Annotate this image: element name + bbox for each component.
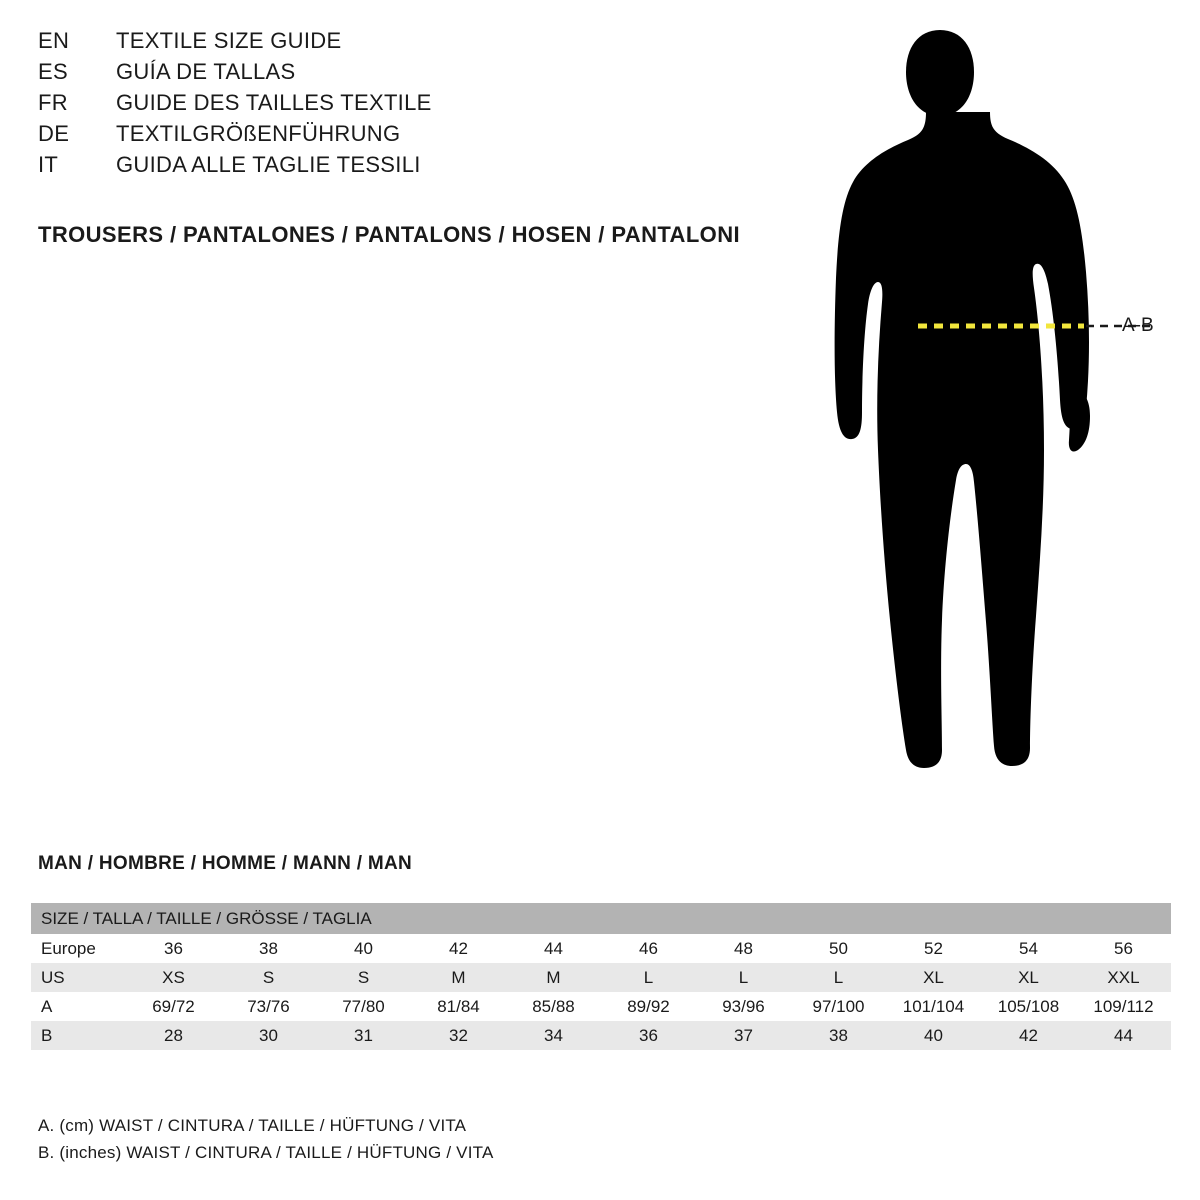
table-cell: 109/112 bbox=[1076, 992, 1171, 1021]
table-cell: 31 bbox=[316, 1021, 411, 1050]
table-cell: XS bbox=[126, 963, 221, 992]
language-row-es bbox=[38, 59, 798, 90]
table-cell: 56 bbox=[1076, 934, 1171, 963]
row-label-a: A bbox=[31, 992, 126, 1021]
table-cell: 37 bbox=[696, 1021, 791, 1050]
language-row-en bbox=[38, 28, 798, 59]
footnote-b: B. (inches) WAIST / CINTURA / TAILLE / HÜFTUNG / VITA bbox=[38, 1143, 494, 1162]
table-cell: XL bbox=[886, 963, 981, 992]
footnotes bbox=[38, 1112, 494, 1166]
row-label-b: B bbox=[31, 1021, 126, 1050]
language-code-en: EN bbox=[38, 28, 70, 53]
table-cell: L bbox=[696, 963, 791, 992]
language-row-it bbox=[38, 152, 798, 183]
table-header-cell: SIZE / TALLA / TAILLE / GRÖSSE / TAGLIA bbox=[31, 903, 1171, 934]
table-cell: 48 bbox=[696, 934, 791, 963]
table-cell: 54 bbox=[981, 934, 1076, 963]
section-label-man: MAN / HOMBRE / HOMME / MANN / MAN bbox=[38, 853, 413, 874]
waist-measure-label: A-B bbox=[1122, 315, 1154, 336]
table-cell: 46 bbox=[601, 934, 696, 963]
table-cell: 30 bbox=[221, 1021, 316, 1050]
table-cell: 81/84 bbox=[411, 992, 506, 1021]
table-cell: 77/80 bbox=[316, 992, 411, 1021]
table-cell: 69/72 bbox=[126, 992, 221, 1021]
table-row bbox=[31, 992, 1171, 1021]
table-cell: 38 bbox=[221, 934, 316, 963]
table-cell: 32 bbox=[411, 1021, 506, 1050]
language-text-it: GUIDA ALLE TAGLIE TESSILI bbox=[116, 152, 421, 177]
language-code-fr: FR bbox=[38, 90, 68, 115]
table-cell: 85/88 bbox=[506, 992, 601, 1021]
table-cell: 28 bbox=[126, 1021, 221, 1050]
table-cell: 105/108 bbox=[981, 992, 1076, 1021]
table-cell: 36 bbox=[126, 934, 221, 963]
language-text-en: TEXTILE SIZE GUIDE bbox=[116, 28, 342, 53]
language-code-it: IT bbox=[38, 152, 59, 177]
table-cell: 40 bbox=[886, 1021, 981, 1050]
garment-type-title: TROUSERS / PANTALONES / PANTALONS / HOSEN / PANTALONI bbox=[38, 222, 740, 247]
table-cell: S bbox=[221, 963, 316, 992]
table-header-row bbox=[31, 903, 1171, 934]
table-cell: 44 bbox=[506, 934, 601, 963]
table-cell: M bbox=[411, 963, 506, 992]
row-label-us: US bbox=[31, 963, 126, 992]
table-cell: 38 bbox=[791, 1021, 886, 1050]
table-cell: 73/76 bbox=[221, 992, 316, 1021]
table-cell: 44 bbox=[1076, 1021, 1171, 1050]
silhouette-head bbox=[906, 30, 974, 116]
table-cell: 40 bbox=[316, 934, 411, 963]
man-silhouette-figure bbox=[790, 20, 1190, 810]
table-row bbox=[31, 934, 1171, 963]
table-cell: 50 bbox=[791, 934, 886, 963]
table-cell: 34 bbox=[506, 1021, 601, 1050]
row-label-europe: Europe bbox=[31, 934, 126, 963]
table-cell: M bbox=[506, 963, 601, 992]
table-cell: 97/100 bbox=[791, 992, 886, 1021]
table-cell: L bbox=[601, 963, 696, 992]
size-table bbox=[31, 903, 1171, 1050]
table-row bbox=[31, 963, 1171, 992]
table-cell: S bbox=[316, 963, 411, 992]
table-cell: 42 bbox=[411, 934, 506, 963]
language-code-de: DE bbox=[38, 121, 70, 146]
table-row bbox=[31, 1021, 1171, 1050]
table-cell: XXL bbox=[1076, 963, 1171, 992]
footnote-a: A. (cm) WAIST / CINTURA / TAILLE / HÜFTUNG / VITA bbox=[38, 1116, 467, 1135]
language-title-block bbox=[38, 28, 798, 183]
table-cell: 42 bbox=[981, 1021, 1076, 1050]
silhouette-body bbox=[835, 112, 1089, 768]
table-cell: 101/104 bbox=[886, 992, 981, 1021]
language-row-fr bbox=[38, 90, 798, 121]
language-row-de bbox=[38, 121, 798, 152]
table-cell: 89/92 bbox=[601, 992, 696, 1021]
table-cell: 36 bbox=[601, 1021, 696, 1050]
table-cell: L bbox=[791, 963, 886, 992]
language-text-de: TEXTILGRÖßENFÜHRUNG bbox=[116, 121, 401, 146]
language-text-fr: GUIDE DES TAILLES TEXTILE bbox=[116, 90, 432, 115]
language-code-es: ES bbox=[38, 59, 68, 84]
language-text-es: GUÍA DE TALLAS bbox=[116, 59, 296, 84]
table-cell: 93/96 bbox=[696, 992, 791, 1021]
table-cell: XL bbox=[981, 963, 1076, 992]
table-cell: 52 bbox=[886, 934, 981, 963]
